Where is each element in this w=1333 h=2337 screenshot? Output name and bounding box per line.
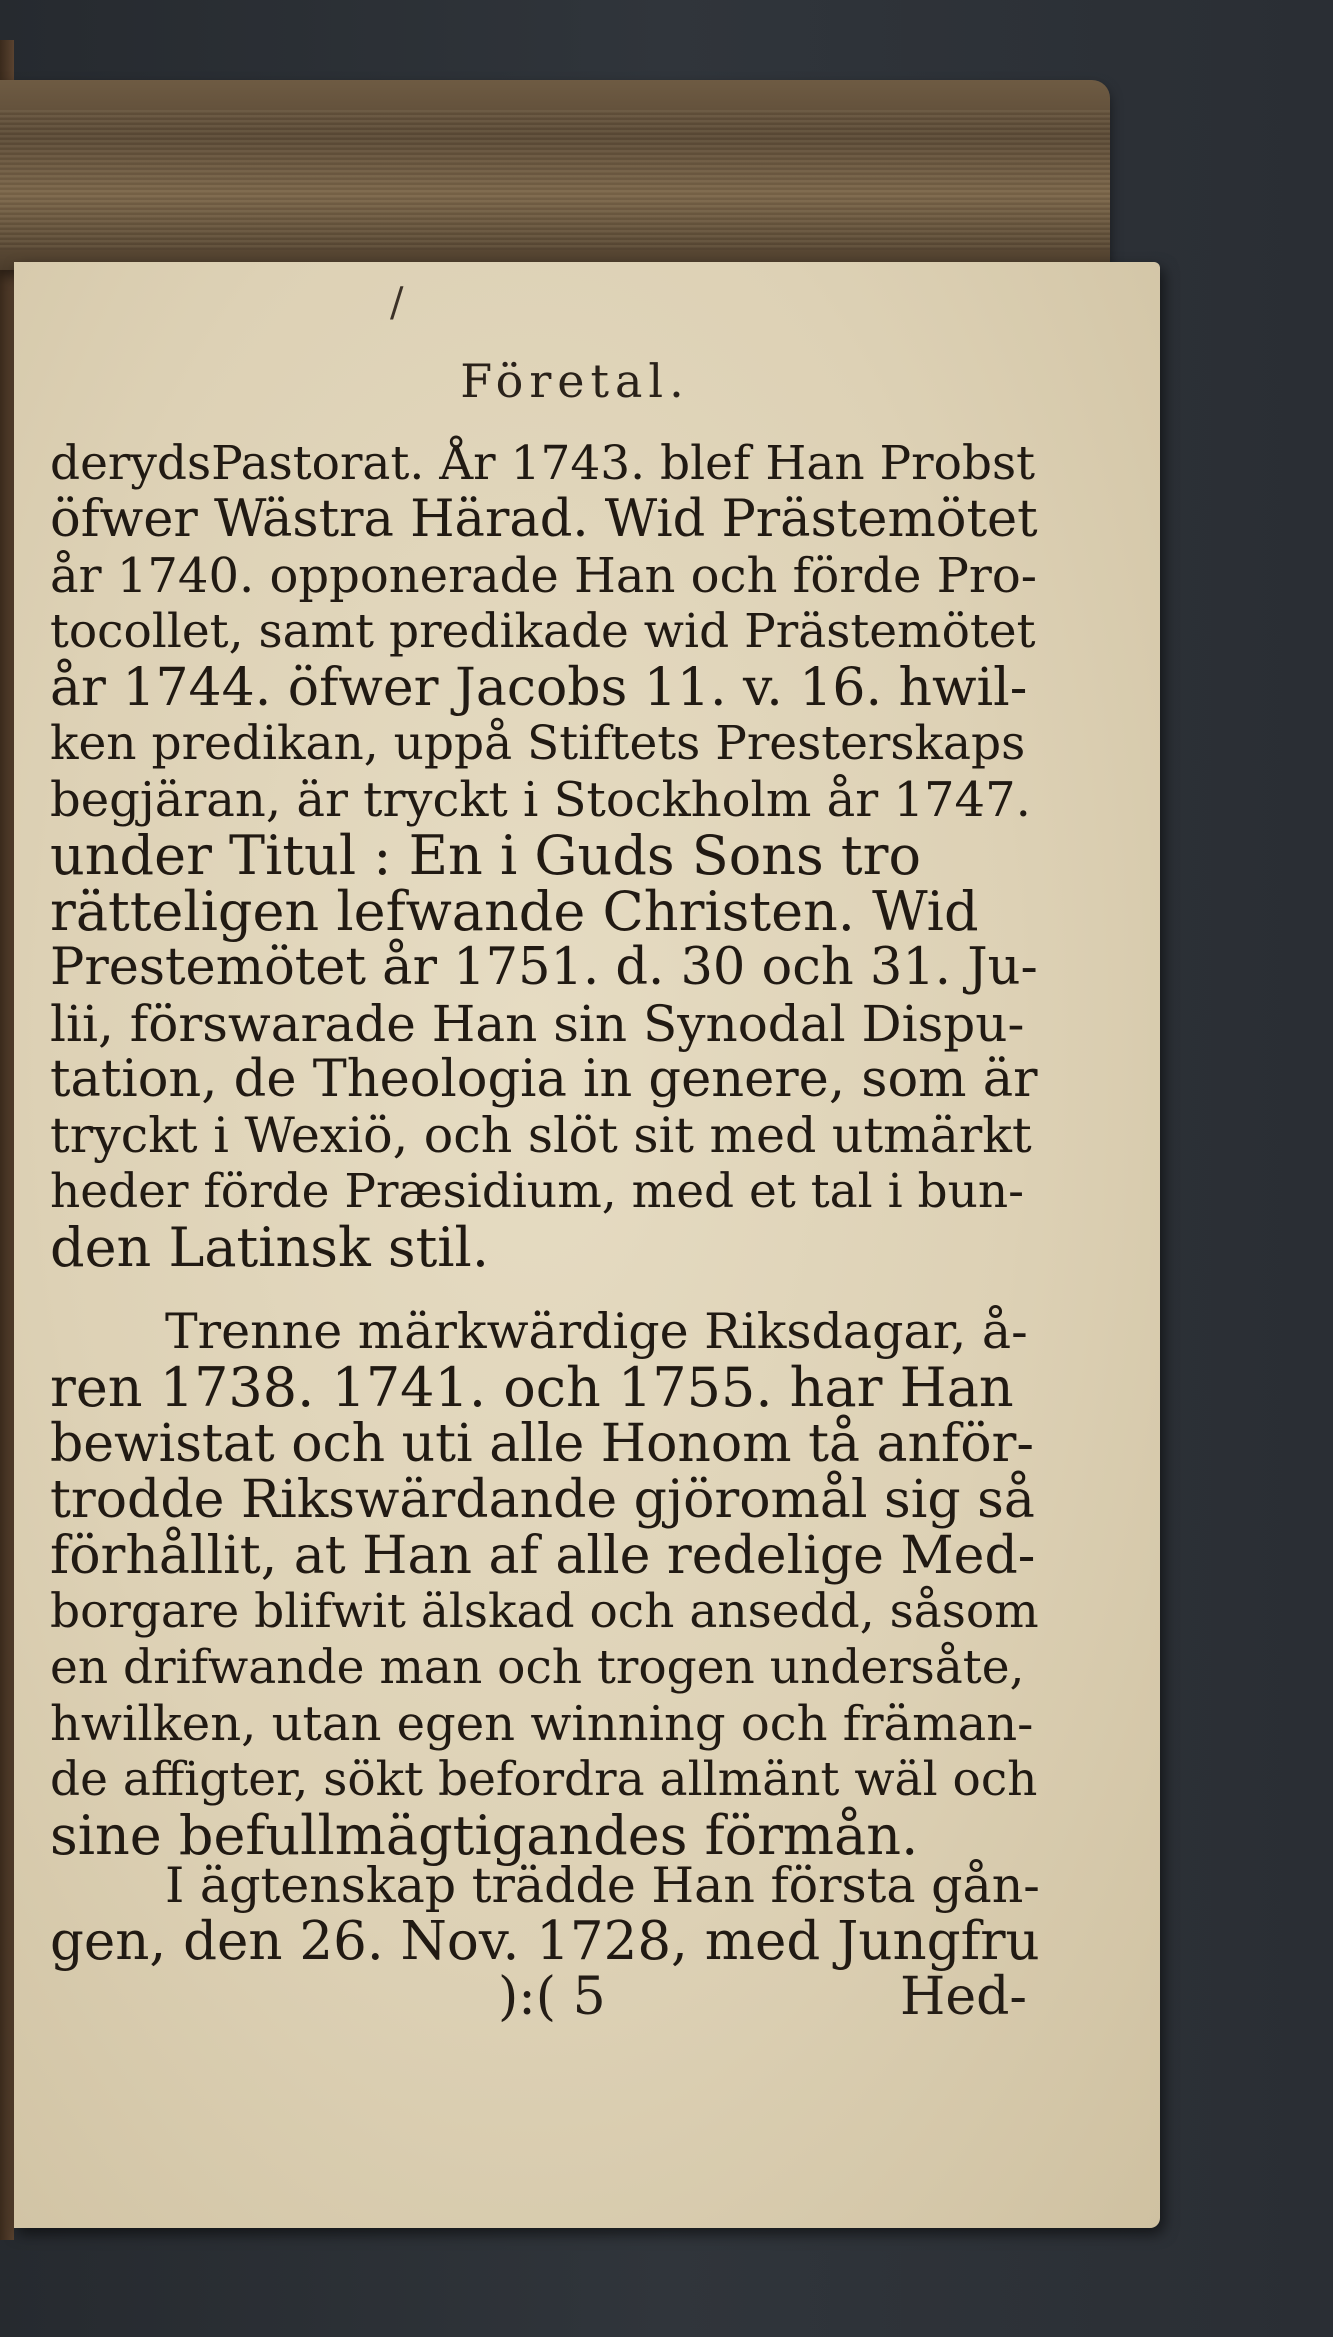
text-line: ren 1738. 1741. och 1755. har Han [50, 1356, 1014, 1419]
text-line: år 1744. öfwer Jacobs 11. v. 16. hwil- [50, 658, 1028, 718]
book-spine-edge [0, 40, 14, 2240]
text-line: lii, förswarade Han sin Synodal Dispu- [50, 995, 1025, 1053]
text-line: förhållit, at Han af alle redelige Med- [50, 1526, 1036, 1586]
text-line: begjäran, är tryckt i Stockholm år 1747. [50, 772, 1031, 828]
text-line: bewistat och uti alle Honom tå anför- [50, 1414, 1034, 1474]
text-line: tocollet, samt predikade wid Prästemötet [50, 604, 1036, 659]
book-page [14, 262, 1160, 2228]
text-line: de affigter, sökt befordra allmänt wäl och [50, 1752, 1038, 1807]
text-line: rätteligen lefwande Christen. Wid [50, 880, 979, 943]
running-header: Företal. [460, 354, 690, 408]
text-line: ken predikan, uppå Stiftets Presterskaps [50, 716, 1026, 771]
text-line: öfwer Wästra Härad. Wid Prästemötet [50, 490, 1038, 549]
text-line: tryckt i Wexiö, och slöt sit med utmärkt [50, 1107, 1032, 1164]
book-top-edge [0, 80, 1110, 270]
text-line: tation, de Theologia in genere, som är [50, 1050, 1038, 1109]
text-line: derydsPastorat. År 1743. blef Han Probst [50, 436, 1036, 491]
text-line: gen, den 26. Nov. 1728, med Jungfru [50, 1911, 1040, 1972]
paragraph-start: I ägtenskap trädde Han första gån- [165, 1857, 1040, 1914]
text-line: den Latinsk stil. [50, 1216, 489, 1279]
catchword: Hed- [900, 1967, 1027, 2027]
text-line: år 1740. opponerade Han och förde Pro- [50, 548, 1037, 604]
text-line: hwilken, utan egen winning och främan- [50, 1696, 1034, 1752]
text-line: under Titul : En i Guds Sons tro [50, 824, 921, 887]
text-line: en drifwande man och trogen undersåte, [50, 1640, 1025, 1695]
text-line: heder förde Præsidium, med et tal i bun- [50, 1164, 1025, 1219]
pen-mark: / [390, 280, 404, 326]
paragraph-start: Trenne märkwärdige Riksdagar, å- [165, 1303, 1028, 1360]
signature-mark: ):( 5 [498, 1967, 606, 2027]
text-line: borgare blifwit älskad och ansedd, såsom [50, 1584, 1039, 1639]
text-line: Prestemötet år 1751. d. 30 och 31. Ju- [50, 938, 1038, 997]
text-line: sine befullmägtigandes förmån. [50, 1804, 919, 1867]
page-text-block [30, 262, 1120, 2228]
text-line: trodde Rikswärdande gjöromål sig så [50, 1470, 1035, 1530]
